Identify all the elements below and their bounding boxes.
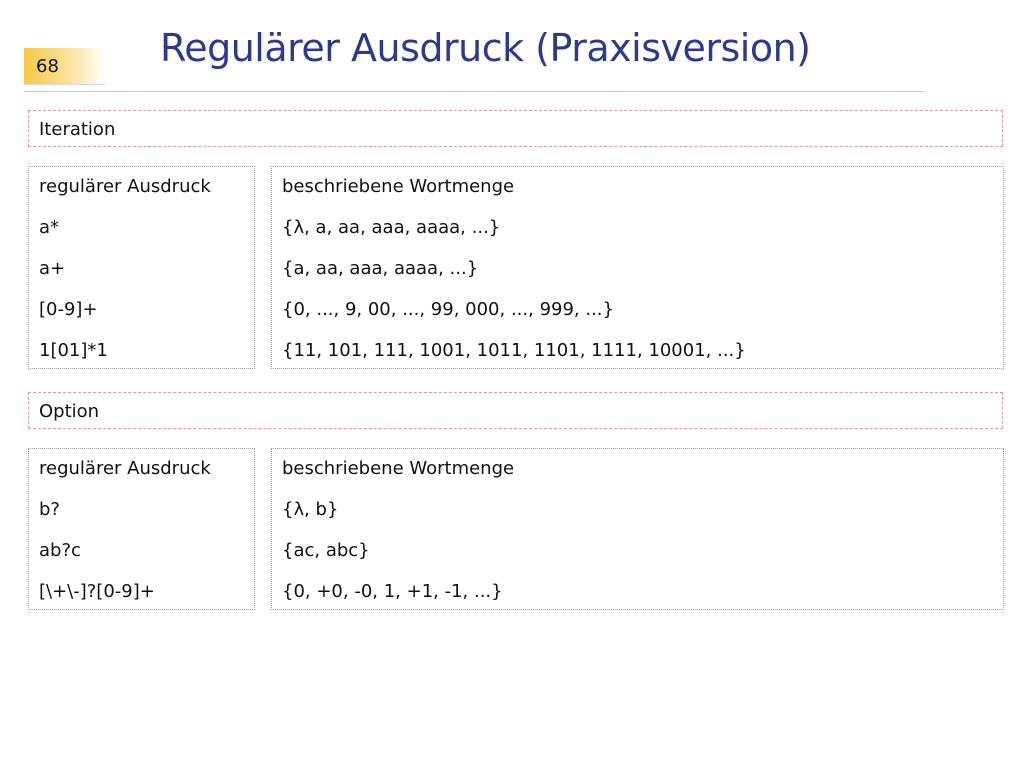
iteration-wordset-column (271, 166, 1004, 369)
iteration-expression-column (28, 166, 255, 369)
wordset-cell: {0, ..., 9, 00, ..., 99, 000, ..., 999, ...} (282, 299, 614, 320)
option-wordset-column (271, 448, 1004, 610)
expression-cell: 1[01]*1 (39, 340, 108, 361)
section-heading-option (28, 392, 1003, 429)
slide-title: Regulärer Ausdruck (Praxisversion) (160, 26, 811, 70)
expression-cell: a+ (39, 258, 66, 279)
expression-cell: a* (39, 217, 60, 238)
expression-cell: ab?c (39, 540, 81, 561)
expression-cell: b? (39, 499, 60, 520)
slide-number-badge (24, 48, 106, 85)
expression-cell: [0-9]+ (39, 299, 98, 320)
column-header-expression: regulärer Ausdruck (39, 176, 211, 197)
wordset-cell: {11, 101, 111, 1001, 1011, 1101, 1111, 10001, ...} (282, 340, 746, 361)
column-header-expression: regulärer Ausdruck (39, 458, 211, 479)
wordset-cell: {λ, a, aa, aaa, aaaa, ...} (282, 217, 501, 238)
wordset-cell: {λ, b} (282, 499, 339, 520)
column-header-wordset: beschriebene Wortmenge (282, 458, 515, 479)
column-header-wordset: beschriebene Wortmenge (282, 176, 515, 197)
section-heading-iteration (28, 110, 1003, 147)
title-divider (24, 91, 924, 92)
slide-number: 68 (36, 56, 59, 77)
option-expression-column (28, 448, 255, 610)
wordset-cell: {0, +0, -0, 1, +1, -1, ...} (282, 581, 503, 602)
section-heading-label: Option (39, 401, 100, 422)
section-heading-label: Iteration (39, 119, 116, 140)
wordset-cell: {ac, abc} (282, 540, 370, 561)
wordset-cell: {a, aa, aaa, aaaa, ...} (282, 258, 479, 279)
expression-cell: [\+\-]?[0-9]+ (39, 581, 155, 602)
